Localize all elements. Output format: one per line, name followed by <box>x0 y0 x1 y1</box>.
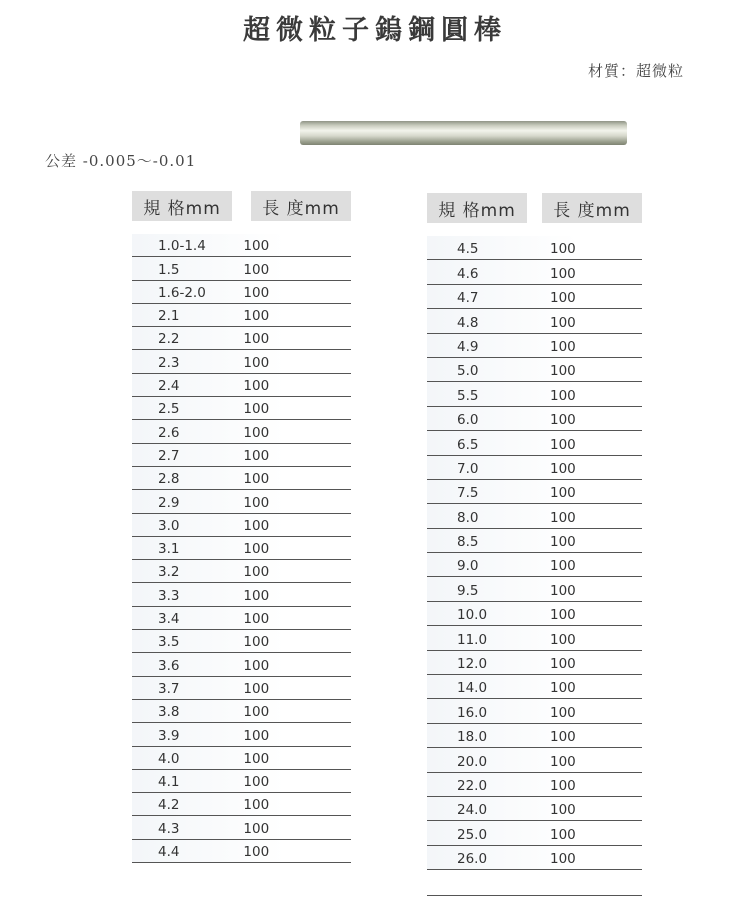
length-cell: 100 <box>243 727 270 744</box>
table-row <box>132 793 351 816</box>
spec-cell: 3.3 <box>158 587 180 604</box>
spec-cell: 7.5 <box>457 485 479 502</box>
length-cell: 100 <box>243 401 270 418</box>
spec-cell: 4.6 <box>457 265 479 282</box>
length-cell: 100 <box>243 797 270 814</box>
length-cell: 100 <box>550 460 576 477</box>
carbide-rod-image <box>300 121 627 145</box>
table-row <box>427 260 642 284</box>
spec-cell: 6.5 <box>457 436 479 453</box>
table-row <box>427 577 642 601</box>
spec-cell: 2.2 <box>158 331 180 348</box>
table-row <box>132 653 351 676</box>
table-row <box>132 514 351 537</box>
spec-cell: 3.4 <box>158 611 180 628</box>
table-row <box>427 431 642 455</box>
spec-table-right <box>427 193 642 896</box>
table-row <box>427 529 642 553</box>
spec-cell: 3.2 <box>158 564 180 581</box>
spec-cell: 9.0 <box>457 558 479 575</box>
length-cell: 100 <box>550 631 576 648</box>
length-cell: 100 <box>550 558 576 575</box>
table-row <box>132 304 351 327</box>
table-row <box>427 699 642 723</box>
length-cell: 100 <box>550 656 576 673</box>
table-row <box>132 234 351 257</box>
material-note: 材質：超微粒 <box>587 62 684 80</box>
length-cell: 100 <box>550 314 576 331</box>
table-end-rule <box>427 870 642 895</box>
table-row <box>132 816 351 839</box>
header-spec: 規 格mm <box>132 191 232 221</box>
spec-cell: 22.0 <box>457 777 488 794</box>
length-cell: 100 <box>550 412 576 429</box>
length-cell: 100 <box>243 657 270 674</box>
spec-cell: 8.5 <box>457 534 479 551</box>
table-row <box>132 770 351 793</box>
spec-cell: 3.8 <box>158 704 180 721</box>
table-row <box>427 651 642 675</box>
spec-cell: 8.0 <box>457 509 479 526</box>
table-row <box>427 724 642 748</box>
table-row <box>132 374 351 397</box>
length-cell: 100 <box>550 777 576 794</box>
table-row <box>132 677 351 700</box>
length-cell: 100 <box>243 308 270 325</box>
length-cell: 100 <box>243 634 270 651</box>
spec-cell: 3.5 <box>158 634 180 651</box>
spec-cell: 4.5 <box>457 241 479 258</box>
length-cell: 100 <box>243 517 270 534</box>
table-row <box>132 700 351 723</box>
spec-cell: 1.0-1.4 <box>158 238 206 255</box>
table-row <box>427 748 642 772</box>
table-header <box>427 193 642 226</box>
table-row <box>427 675 642 699</box>
spec-cell: 3.1 <box>158 541 180 558</box>
page-title: 超微粒子鎢鋼圓棒 <box>243 15 507 46</box>
length-cell: 100 <box>243 378 270 395</box>
spec-cell: 11.0 <box>457 631 488 648</box>
table-row <box>427 236 642 260</box>
spec-cell: 3.9 <box>158 727 180 744</box>
spec-cell: 4.4 <box>158 844 180 861</box>
spec-cell: 4.1 <box>158 774 180 791</box>
header-length: 長 度mm <box>542 193 642 223</box>
table-row <box>427 504 642 528</box>
length-cell: 100 <box>550 509 576 526</box>
length-cell: 100 <box>550 241 576 258</box>
length-cell: 100 <box>243 611 270 628</box>
spec-cell: 25.0 <box>457 826 488 843</box>
length-cell: 100 <box>243 750 270 767</box>
table-row <box>427 309 642 333</box>
length-cell: 100 <box>550 826 576 843</box>
spec-cell: 3.0 <box>158 517 180 534</box>
length-cell: 100 <box>243 447 270 464</box>
length-cell: 100 <box>550 290 576 307</box>
length-cell: 100 <box>550 802 576 819</box>
spec-cell: 1.6-2.0 <box>158 284 206 301</box>
spec-cell: 10.0 <box>457 607 488 624</box>
header-length: 長 度mm <box>251 191 351 221</box>
table-row <box>132 583 351 606</box>
table-body <box>427 236 642 896</box>
table-row <box>427 407 642 431</box>
length-cell: 100 <box>243 844 270 861</box>
table-row <box>427 553 642 577</box>
spec-cell: 4.8 <box>457 314 479 331</box>
table-header <box>132 191 351 224</box>
spec-cell: 2.7 <box>158 447 180 464</box>
table-row <box>427 797 642 821</box>
table-row <box>427 382 642 406</box>
length-cell: 100 <box>243 704 270 721</box>
length-cell: 100 <box>550 704 576 721</box>
spec-cell: 2.3 <box>158 354 180 371</box>
table-row <box>132 444 351 467</box>
spec-cell: 2.5 <box>158 401 180 418</box>
length-cell: 100 <box>550 387 576 404</box>
length-cell: 100 <box>550 363 576 380</box>
spec-cell: 12.0 <box>457 656 488 673</box>
table-row <box>427 456 642 480</box>
length-cell: 100 <box>550 680 576 697</box>
spec-cell: 4.0 <box>158 750 180 767</box>
table-row <box>132 490 351 513</box>
spec-table-left <box>132 191 351 863</box>
spec-cell: 26.0 <box>457 851 488 868</box>
spec-cell: 18.0 <box>457 729 488 746</box>
length-cell: 100 <box>243 587 270 604</box>
spec-cell: 2.8 <box>158 471 180 488</box>
spec-cell: 4.3 <box>158 820 180 837</box>
spec-cell: 4.9 <box>457 338 479 355</box>
table-row <box>132 281 351 304</box>
spec-cell: 5.5 <box>457 387 479 404</box>
spec-cell: 14.0 <box>457 680 488 697</box>
length-cell: 100 <box>243 774 270 791</box>
table-row <box>132 537 351 560</box>
spec-cell: 24.0 <box>457 802 488 819</box>
table-row <box>132 560 351 583</box>
length-cell: 100 <box>243 354 270 371</box>
length-cell: 100 <box>550 851 576 868</box>
header-spec: 規 格mm <box>427 193 527 223</box>
spec-cell: 7.0 <box>457 460 479 477</box>
spec-cell: 9.5 <box>457 582 479 599</box>
spec-cell: 3.6 <box>158 657 180 674</box>
length-cell: 100 <box>550 534 576 551</box>
length-cell: 100 <box>243 820 270 837</box>
spec-cell: 2.6 <box>158 424 180 441</box>
table-body <box>132 234 351 863</box>
table-row <box>427 358 642 382</box>
table-row <box>132 420 351 443</box>
spec-cell: 4.2 <box>158 797 180 814</box>
length-cell: 100 <box>550 582 576 599</box>
length-cell: 100 <box>243 541 270 558</box>
table-row <box>427 480 642 504</box>
table-row <box>132 607 351 630</box>
tolerance-note: 公差 -0.005～-0.01 <box>45 152 197 170</box>
table-row <box>132 840 351 863</box>
table-row <box>132 397 351 420</box>
length-cell: 100 <box>550 607 576 624</box>
length-cell: 100 <box>243 284 270 301</box>
table-row <box>427 846 642 870</box>
table-row <box>132 747 351 770</box>
table-row <box>427 626 642 650</box>
table-row <box>132 630 351 653</box>
spec-cell: 3.7 <box>158 680 180 697</box>
table-row <box>427 285 642 309</box>
table-row <box>427 334 642 358</box>
table-row <box>132 350 351 373</box>
length-cell: 100 <box>550 338 576 355</box>
spec-cell: 6.0 <box>457 412 479 429</box>
length-cell: 100 <box>243 471 270 488</box>
length-cell: 100 <box>550 753 576 770</box>
table-row <box>427 773 642 797</box>
table-row <box>132 723 351 746</box>
spec-cell: 1.5 <box>158 261 180 278</box>
spec-cell: 2.9 <box>158 494 180 511</box>
length-cell: 100 <box>243 331 270 348</box>
spec-cell: 2.4 <box>158 378 180 395</box>
length-cell: 100 <box>243 680 270 697</box>
table-row <box>427 602 642 626</box>
table-row <box>427 821 642 845</box>
spec-cell: 16.0 <box>457 704 488 721</box>
spec-cell: 20.0 <box>457 753 488 770</box>
table-row <box>132 467 351 490</box>
length-cell: 100 <box>243 261 270 278</box>
length-cell: 100 <box>243 494 270 511</box>
length-cell: 100 <box>550 729 576 746</box>
spec-cell: 2.1 <box>158 308 180 325</box>
table-row <box>132 327 351 350</box>
length-cell: 100 <box>550 485 576 502</box>
length-cell: 100 <box>243 238 270 255</box>
spec-cell: 4.7 <box>457 290 479 307</box>
table-row <box>132 257 351 280</box>
length-cell: 100 <box>243 424 270 441</box>
length-cell: 100 <box>550 265 576 282</box>
length-cell: 100 <box>550 436 576 453</box>
spec-cell: 5.0 <box>457 363 479 380</box>
length-cell: 100 <box>243 564 270 581</box>
